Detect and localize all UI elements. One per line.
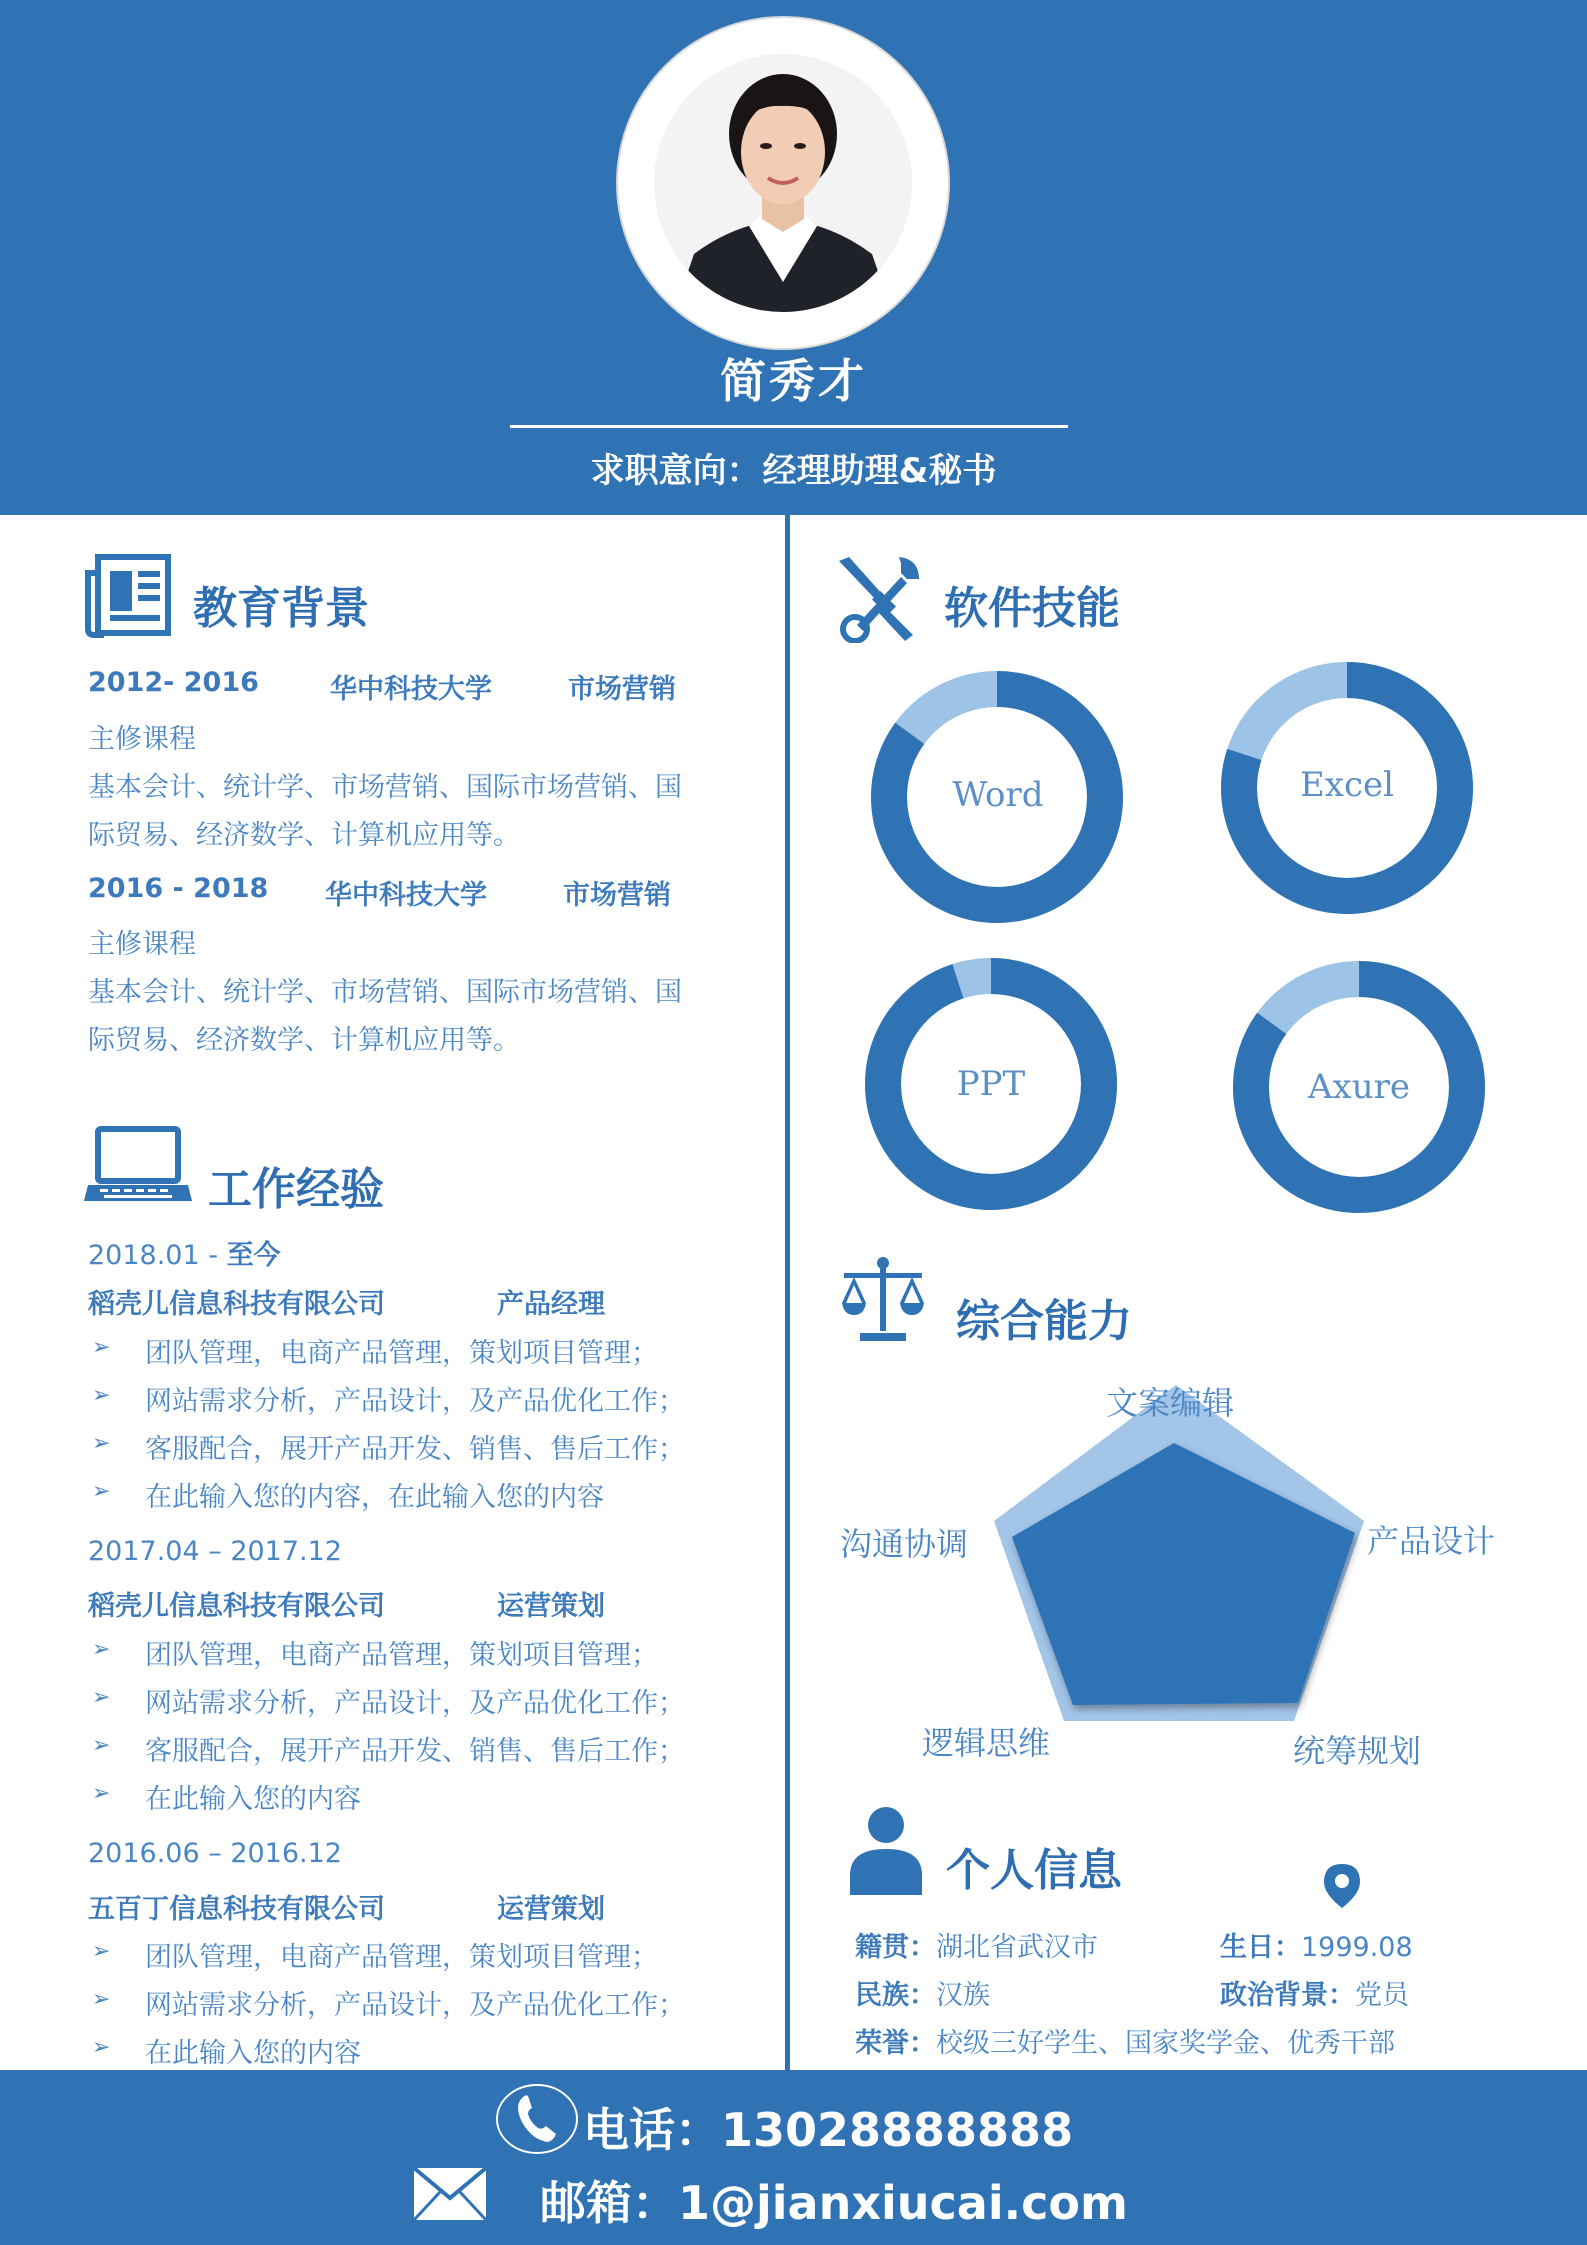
political-label: 政治背景： [1220,1980,1355,2011]
location-pin-icon [1322,1862,1362,1910]
ethnicity [855,1973,990,2012]
bullet-arrow-icon: ➢ [92,1431,111,1456]
laptop-icon [84,1125,194,1205]
job-2-duty-2: 网站需求分析，产品设计，及产品优化工作； [145,1688,685,1719]
profile-photo [654,54,912,312]
work-title: 工作经验 [208,1164,384,1215]
job-3-duty-1: 团队管理，电商产品管理，策划项目管理； [145,1942,658,1973]
bullet-arrow-icon: ➢ [92,1987,111,2012]
ability-label-1: 文案编辑 [1106,1384,1235,1422]
job-intent-label: 求职意向： [590,451,761,491]
phone-icon [492,2080,582,2158]
phone-number[interactable]: 13028888888 [721,2103,1074,2157]
avatar [618,18,948,348]
edu-1-courses-line1: 基本会计、统计学、市场营销、国际市场营销、国 [88,772,682,803]
honor-value: 校级三好学生、国家奖学金、优秀干部 [936,2028,1395,2059]
native-value: 湖北省武汉市 [936,1932,1098,1963]
phone-label: 电话： [583,2103,721,2157]
edu-2-courses-line1: 基本会计、统计学、市场营销、国际市场营销、国 [88,977,682,1008]
job-1-role: 产品经理 [497,1289,605,1320]
newspaper-icon [84,553,174,639]
tools-icon [833,553,923,643]
mail-icon [412,2166,488,2222]
edu-2-school: 华中科技大学 [325,880,487,911]
job-2-company: 稻壳儿信息科技有限公司 [88,1591,385,1622]
bullet-arrow-icon: ➢ [92,2035,111,2060]
ethnic-value: 汉族 [936,1980,990,2011]
edu-1-school: 华中科技大学 [330,674,492,705]
job-2-duty-4: 在此输入您的内容 [145,1784,361,1815]
birth-label: 生日： [1220,1932,1301,1963]
job-1-period-end: 至今 [226,1240,281,1271]
job-intent [0,443,1587,492]
job-1-duty-2: 网站需求分析，产品设计，及产品优化工作； [145,1386,685,1417]
job-3-period: 2016.06 – 2016.12 [88,1838,342,1869]
job-2-duty-1: 团队管理，电商产品管理，策划项目管理； [145,1640,658,1671]
ability-label-3: 统筹规划 [1293,1732,1422,1770]
applicant-name: 简秀才 [720,354,867,408]
phone [583,2094,1073,2160]
job-1-period [88,1233,281,1272]
person-icon [850,1805,922,1895]
edu-2-years: 2016 - 2018 [88,873,269,904]
job-1-period-start: 2018.01 - [88,1240,227,1271]
job-2-period: 2017.04 – 2017.12 [88,1536,342,1567]
edu-1-years: 2012- 2016 [88,667,259,698]
job-3-role: 运营策划 [497,1894,605,1925]
abilities-title: 综合能力 [956,1296,1132,1347]
edu-2-courses-line2: 际贸易、经济数学、计算机应用等。 [88,1025,520,1056]
edu-2-course-title: 主修课程 [88,929,196,960]
personal-title: 个人信息 [946,1845,1122,1896]
job-1-duty-3: 客服配合，展开产品开发、销售、售后工作； [145,1434,685,1465]
job-1-duty-1: 团队管理，电商产品管理，策划项目管理； [145,1338,658,1369]
bullet-arrow-icon: ➢ [92,1637,111,1662]
ability-label-4: 逻辑思维 [922,1724,1051,1762]
job-1-company: 稻壳儿信息科技有限公司 [88,1289,385,1320]
education-title: 教育背景 [193,583,369,634]
job-1-duty-4: 在此输入您的内容，在此输入您的内容 [145,1482,604,1513]
edu-2-major: 市场营销 [563,880,671,911]
bullet-arrow-icon: ➢ [92,1685,111,1710]
job-3-duty-2: 网站需求分析，产品设计，及产品优化工作； [145,1990,685,2021]
job-3-duty-3: 在此输入您的内容 [145,2038,361,2069]
birthday [1220,1925,1413,1964]
bullet-arrow-icon: ➢ [92,1781,111,1806]
skill-label-ppt: PPT [956,1064,1026,1104]
bullet-arrow-icon: ➢ [92,1479,111,1504]
skill-label-axure: Axure [1308,1067,1410,1107]
skill-label-excel: Excel [1299,765,1395,805]
header-banner [0,0,1587,515]
bullet-arrow-icon: ➢ [92,1383,111,1408]
job-2-duty-3: 客服配合，展开产品开发、销售、售后工作； [145,1736,685,1767]
header-divider [510,425,1068,428]
skill-label-word: Word [952,775,1044,815]
email [540,2167,1128,2233]
email-label: 邮箱： [540,2176,678,2230]
bullet-arrow-icon: ➢ [92,1733,111,1758]
birth-value: 1999.08 [1301,1932,1413,1963]
ability-label-5: 沟通协调 [840,1525,969,1563]
honors [855,2021,1395,2060]
job-3-company: 五百丁信息科技有限公司 [88,1894,385,1925]
column-divider [785,515,790,2070]
political-value: 党员 [1355,1980,1409,2011]
edu-1-major: 市场营销 [568,674,676,705]
skills-title: 软件技能 [944,583,1120,634]
job-2-role: 运营策划 [497,1591,605,1622]
ability-label-2: 产品设计 [1367,1522,1496,1560]
edu-1-courses-line2: 际贸易、经济数学、计算机应用等。 [88,820,520,851]
native-place [855,1925,1098,1964]
scales-icon [838,1255,928,1345]
honor-label: 荣誉： [855,2028,936,2059]
ability-radar-chart [960,1385,1380,1725]
job-intent-value: 经理助理&秘书 [762,451,997,491]
edu-1-course-title: 主修课程 [88,724,196,755]
contact-footer [0,2070,1587,2245]
native-label: 籍贯： [855,1932,936,1963]
email-address[interactable]: 1@jianxiucai.com [678,2176,1128,2230]
bullet-arrow-icon: ➢ [92,1939,111,1964]
bullet-arrow-icon: ➢ [92,1335,111,1360]
political-status [1220,1973,1409,2012]
ethnic-label: 民族： [855,1980,936,2011]
